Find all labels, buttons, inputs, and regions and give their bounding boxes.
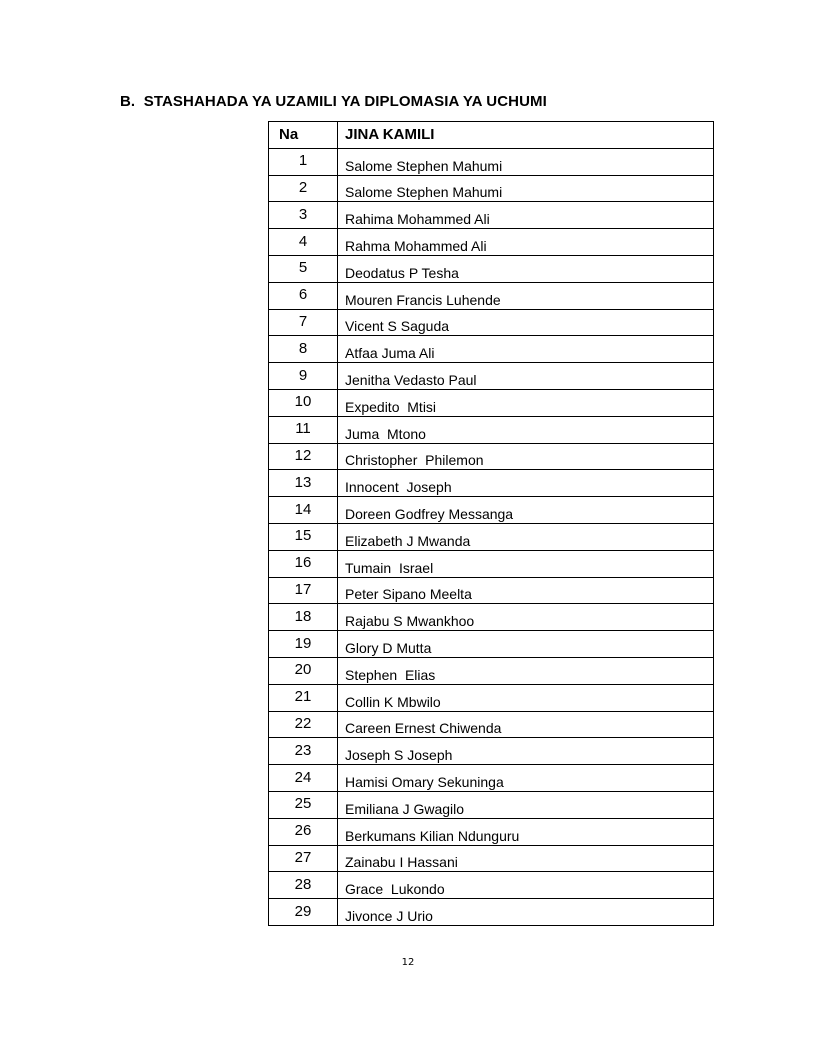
- row-full-name: Rahima Mohammed Ali: [338, 202, 714, 229]
- table-row: [269, 765, 714, 792]
- row-full-name: Joseph S Joseph: [338, 738, 714, 765]
- table-row: [269, 229, 714, 256]
- table-row: [269, 336, 714, 363]
- table-row: [269, 657, 714, 684]
- table-header-row: [269, 122, 714, 149]
- row-full-name: Vicent S Saguda: [338, 309, 714, 336]
- row-number: 24: [269, 765, 338, 792]
- page-number: 12: [401, 957, 415, 968]
- row-number: 20: [269, 657, 338, 684]
- table-row: [269, 523, 714, 550]
- table-row: [269, 148, 714, 175]
- row-number: 4: [269, 229, 338, 256]
- names-table: [268, 121, 714, 926]
- table-row: [269, 604, 714, 631]
- row-number: 12: [269, 443, 338, 470]
- row-full-name: Jivonce J Urio: [338, 899, 714, 926]
- row-full-name: Salome Stephen Mahumi: [338, 175, 714, 202]
- row-full-name: Rahma Mohammed Ali: [338, 229, 714, 256]
- section-heading: B. STASHAHADA YA UZAMILI YA DIPLOMASIA YA UCHUMI: [120, 93, 547, 110]
- row-number: 2: [269, 175, 338, 202]
- column-header-number: Na: [269, 122, 338, 149]
- column-header-name: JINA KAMILI: [338, 122, 714, 149]
- table-row: [269, 791, 714, 818]
- row-full-name: Elizabeth J Mwanda: [338, 523, 714, 550]
- table-row: [269, 684, 714, 711]
- row-full-name: Mouren Francis Luhende: [338, 282, 714, 309]
- table-body: [269, 148, 714, 925]
- row-full-name: Emiliana J Gwagilo: [338, 791, 714, 818]
- table-row: [269, 631, 714, 658]
- row-full-name: Expedito Mtisi: [338, 389, 714, 416]
- row-number: 13: [269, 470, 338, 497]
- table-row: [269, 738, 714, 765]
- row-number: 23: [269, 738, 338, 765]
- row-number: 9: [269, 363, 338, 390]
- row-full-name: Salome Stephen Mahumi: [338, 148, 714, 175]
- row-number: 8: [269, 336, 338, 363]
- row-full-name: Glory D Mutta: [338, 631, 714, 658]
- row-number: 14: [269, 497, 338, 524]
- row-number: 21: [269, 684, 338, 711]
- table-row: [269, 577, 714, 604]
- table-row: [269, 711, 714, 738]
- row-full-name: Collin K Mbwilo: [338, 684, 714, 711]
- row-number: 19: [269, 631, 338, 658]
- table-row: [269, 416, 714, 443]
- row-number: 1: [269, 148, 338, 175]
- table-row: [269, 309, 714, 336]
- row-full-name: Innocent Joseph: [338, 470, 714, 497]
- row-number: 6: [269, 282, 338, 309]
- table-row: [269, 443, 714, 470]
- row-number: 18: [269, 604, 338, 631]
- row-number: 28: [269, 872, 338, 899]
- table-row: [269, 389, 714, 416]
- table-row: [269, 818, 714, 845]
- table-row: [269, 497, 714, 524]
- row-number: 7: [269, 309, 338, 336]
- row-number: 27: [269, 845, 338, 872]
- table-row: [269, 175, 714, 202]
- table-row: [269, 872, 714, 899]
- row-full-name: Zainabu I Hassani: [338, 845, 714, 872]
- row-full-name: Berkumans Kilian Ndunguru: [338, 818, 714, 845]
- row-full-name: Christopher Philemon: [338, 443, 714, 470]
- row-full-name: Grace Lukondo: [338, 872, 714, 899]
- row-full-name: Rajabu S Mwankhoo: [338, 604, 714, 631]
- row-number: 15: [269, 523, 338, 550]
- row-full-name: Careen Ernest Chiwenda: [338, 711, 714, 738]
- row-number: 26: [269, 818, 338, 845]
- row-full-name: Doreen Godfrey Messanga: [338, 497, 714, 524]
- table-row: [269, 550, 714, 577]
- row-full-name: Atfaa Juma Ali: [338, 336, 714, 363]
- row-number: 16: [269, 550, 338, 577]
- row-full-name: Jenitha Vedasto Paul: [338, 363, 714, 390]
- row-number: 22: [269, 711, 338, 738]
- row-number: 10: [269, 389, 338, 416]
- row-number: 3: [269, 202, 338, 229]
- table-row: [269, 363, 714, 390]
- row-number: 5: [269, 255, 338, 282]
- row-number: 17: [269, 577, 338, 604]
- row-number: 11: [269, 416, 338, 443]
- row-full-name: Peter Sipano Meelta: [338, 577, 714, 604]
- row-full-name: Deodatus P Tesha: [338, 255, 714, 282]
- table-row: [269, 899, 714, 926]
- table-row: [269, 202, 714, 229]
- row-full-name: Stephen Elias: [338, 657, 714, 684]
- table-row: [269, 470, 714, 497]
- table-row: [269, 255, 714, 282]
- row-number: 25: [269, 791, 338, 818]
- row-full-name: Juma Mtono: [338, 416, 714, 443]
- row-number: 29: [269, 899, 338, 926]
- row-full-name: Hamisi Omary Sekuninga: [338, 765, 714, 792]
- table-row: [269, 282, 714, 309]
- row-full-name: Tumain Israel: [338, 550, 714, 577]
- table-row: [269, 845, 714, 872]
